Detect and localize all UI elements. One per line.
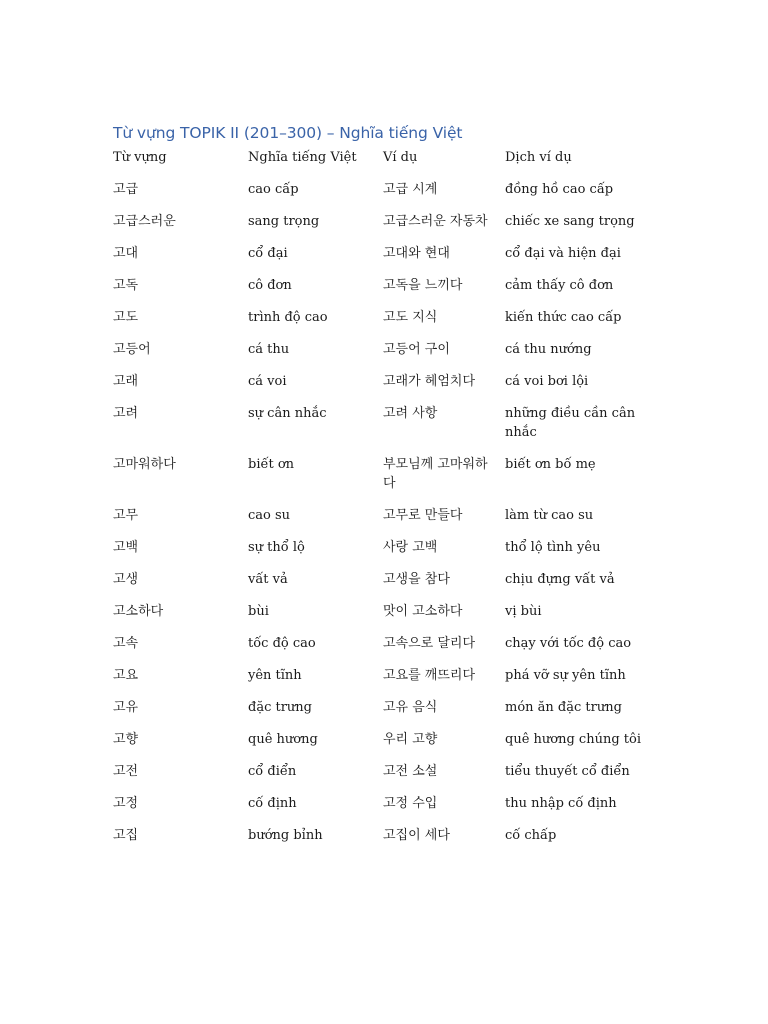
cell-meaning: sự cân nhắc — [248, 406, 327, 421]
table-row — [113, 794, 673, 826]
cell-meaning: cố định — [248, 796, 297, 811]
cell-translation: món ăn đặc trưng — [505, 700, 622, 715]
table-row — [113, 372, 673, 404]
cell-meaning: sang trọng — [248, 214, 320, 229]
cell-translation: vị bùi — [505, 604, 542, 619]
cell-meaning: yên tĩnh — [248, 668, 302, 683]
cell-example: 우리 고향 — [383, 732, 438, 747]
cell-translation: cố chấp — [505, 828, 557, 843]
header-meaning: Nghĩa tiếng Việt — [248, 150, 357, 165]
cell-translation: chạy với tốc độ cao — [505, 636, 632, 651]
cell-example: 고래가 헤엄치다 — [383, 374, 476, 389]
cell-meaning: đặc trưng — [248, 700, 312, 715]
cell-example: 고대와 현대 — [383, 246, 450, 261]
cell-example: 고전 소설 — [383, 764, 438, 779]
cell-word: 고전 — [113, 764, 139, 779]
cell-translation: kiến thức cao cấp — [505, 310, 622, 325]
cell-word: 고속 — [113, 636, 139, 651]
cell-meaning: cổ đại — [248, 246, 288, 261]
cell-meaning: cá thu — [248, 342, 290, 357]
table-row — [113, 308, 673, 340]
cell-translation: cổ đại và hiện đại — [505, 246, 621, 261]
cell-translation: những điều cần cân nhắc — [505, 406, 636, 440]
cell-word: 고도 — [113, 310, 139, 325]
table-row — [113, 212, 673, 244]
cell-translation: chiếc xe sang trọng — [505, 214, 635, 229]
header-example: Ví dụ — [383, 150, 418, 165]
cell-word: 고백 — [113, 540, 139, 555]
table-row — [113, 340, 673, 372]
cell-example: 고독을 느끼다 — [383, 278, 463, 293]
cell-word: 고요 — [113, 668, 139, 683]
cell-example: 고도 지식 — [383, 310, 438, 325]
cell-example: 고급스러운 자동차 — [383, 214, 488, 229]
cell-meaning: bướng bỉnh — [248, 828, 323, 843]
cell-translation: thu nhập cố định — [505, 796, 617, 811]
vocabulary-table — [113, 148, 673, 858]
cell-example: 고요를 깨뜨리다 — [383, 668, 476, 683]
cell-word: 고대 — [113, 246, 139, 261]
cell-word: 고생 — [113, 572, 139, 587]
cell-word: 고정 — [113, 796, 139, 811]
cell-word: 고마워하다 — [113, 457, 176, 472]
cell-word: 고향 — [113, 732, 139, 747]
cell-example: 고급 시계 — [383, 182, 438, 197]
table-row — [113, 730, 673, 762]
table-row — [113, 538, 673, 570]
cell-meaning: quê hương — [248, 732, 318, 747]
cell-translation: cá voi bơi lội — [505, 374, 589, 389]
cell-translation: quê hương chúng tôi — [505, 732, 641, 747]
cell-meaning: biết ơn — [248, 457, 295, 472]
cell-meaning: tốc độ cao — [248, 636, 316, 651]
cell-word: 고급스러운 — [113, 214, 176, 229]
table-row — [113, 762, 673, 794]
table-row — [113, 666, 673, 698]
table-row — [113, 826, 673, 858]
cell-translation: tiểu thuyết cổ điển — [505, 764, 630, 779]
cell-word: 고무 — [113, 508, 139, 523]
table-row — [113, 570, 673, 602]
table-row — [113, 634, 673, 666]
cell-translation: đồng hồ cao cấp — [505, 182, 614, 197]
cell-word: 고소하다 — [113, 604, 164, 619]
cell-word: 고독 — [113, 278, 139, 293]
cell-example: 고려 사항 — [383, 406, 438, 421]
cell-word: 고등어 — [113, 342, 151, 357]
cell-translation: thổ lộ tình yêu — [505, 540, 601, 555]
cell-example: 맛이 고소하다 — [383, 604, 463, 619]
cell-meaning: cao su — [248, 508, 291, 523]
table-body — [113, 180, 673, 858]
cell-word: 고려 — [113, 406, 139, 421]
cell-meaning: sự thổ lộ — [248, 540, 305, 555]
cell-example: 고무로 만들다 — [383, 508, 463, 523]
cell-word: 고집 — [113, 828, 139, 843]
cell-example: 고생을 참다 — [383, 572, 450, 587]
cell-meaning: cô đơn — [248, 278, 292, 293]
table-row — [113, 404, 673, 455]
cell-word: 고래 — [113, 374, 139, 389]
cell-translation: biết ơn bố mẹ — [505, 457, 596, 472]
header-translation: Dịch ví dụ — [505, 150, 572, 165]
cell-example: 사랑 고백 — [383, 540, 438, 555]
cell-meaning: cá voi — [248, 374, 287, 389]
cell-word: 고급 — [113, 182, 139, 197]
cell-example: 고유 음식 — [383, 700, 438, 715]
table-row — [113, 602, 673, 634]
cell-translation: chịu đựng vất vả — [505, 572, 615, 587]
table-row — [113, 244, 673, 276]
cell-meaning: bùi — [248, 604, 269, 619]
cell-word: 고유 — [113, 700, 139, 715]
cell-meaning: trình độ cao — [248, 310, 328, 325]
table-row — [113, 455, 673, 506]
table-row — [113, 698, 673, 730]
cell-meaning: vất vả — [248, 572, 288, 587]
cell-example: 고집이 세다 — [383, 828, 450, 843]
header-word: Từ vựng — [113, 150, 167, 165]
table-row — [113, 180, 673, 212]
cell-translation: phá vỡ sự yên tĩnh — [505, 668, 626, 683]
cell-example: 고정 수입 — [383, 796, 438, 811]
cell-translation: cá thu nướng — [505, 342, 592, 357]
table-header-row — [113, 148, 673, 180]
table-row — [113, 276, 673, 308]
cell-example: 부모님께 고마워하다 — [383, 457, 488, 491]
cell-example: 고속으로 달리다 — [383, 636, 476, 651]
page-title: Từ vựng TOPIK II (201–300) – Nghĩa tiếng Việt — [113, 124, 463, 142]
cell-example: 고등어 구이 — [383, 342, 450, 357]
cell-translation: cảm thấy cô đơn — [505, 278, 614, 293]
table-row — [113, 506, 673, 538]
cell-meaning: cao cấp — [248, 182, 299, 197]
cell-meaning: cổ điển — [248, 764, 297, 779]
cell-translation: làm từ cao su — [505, 508, 594, 523]
